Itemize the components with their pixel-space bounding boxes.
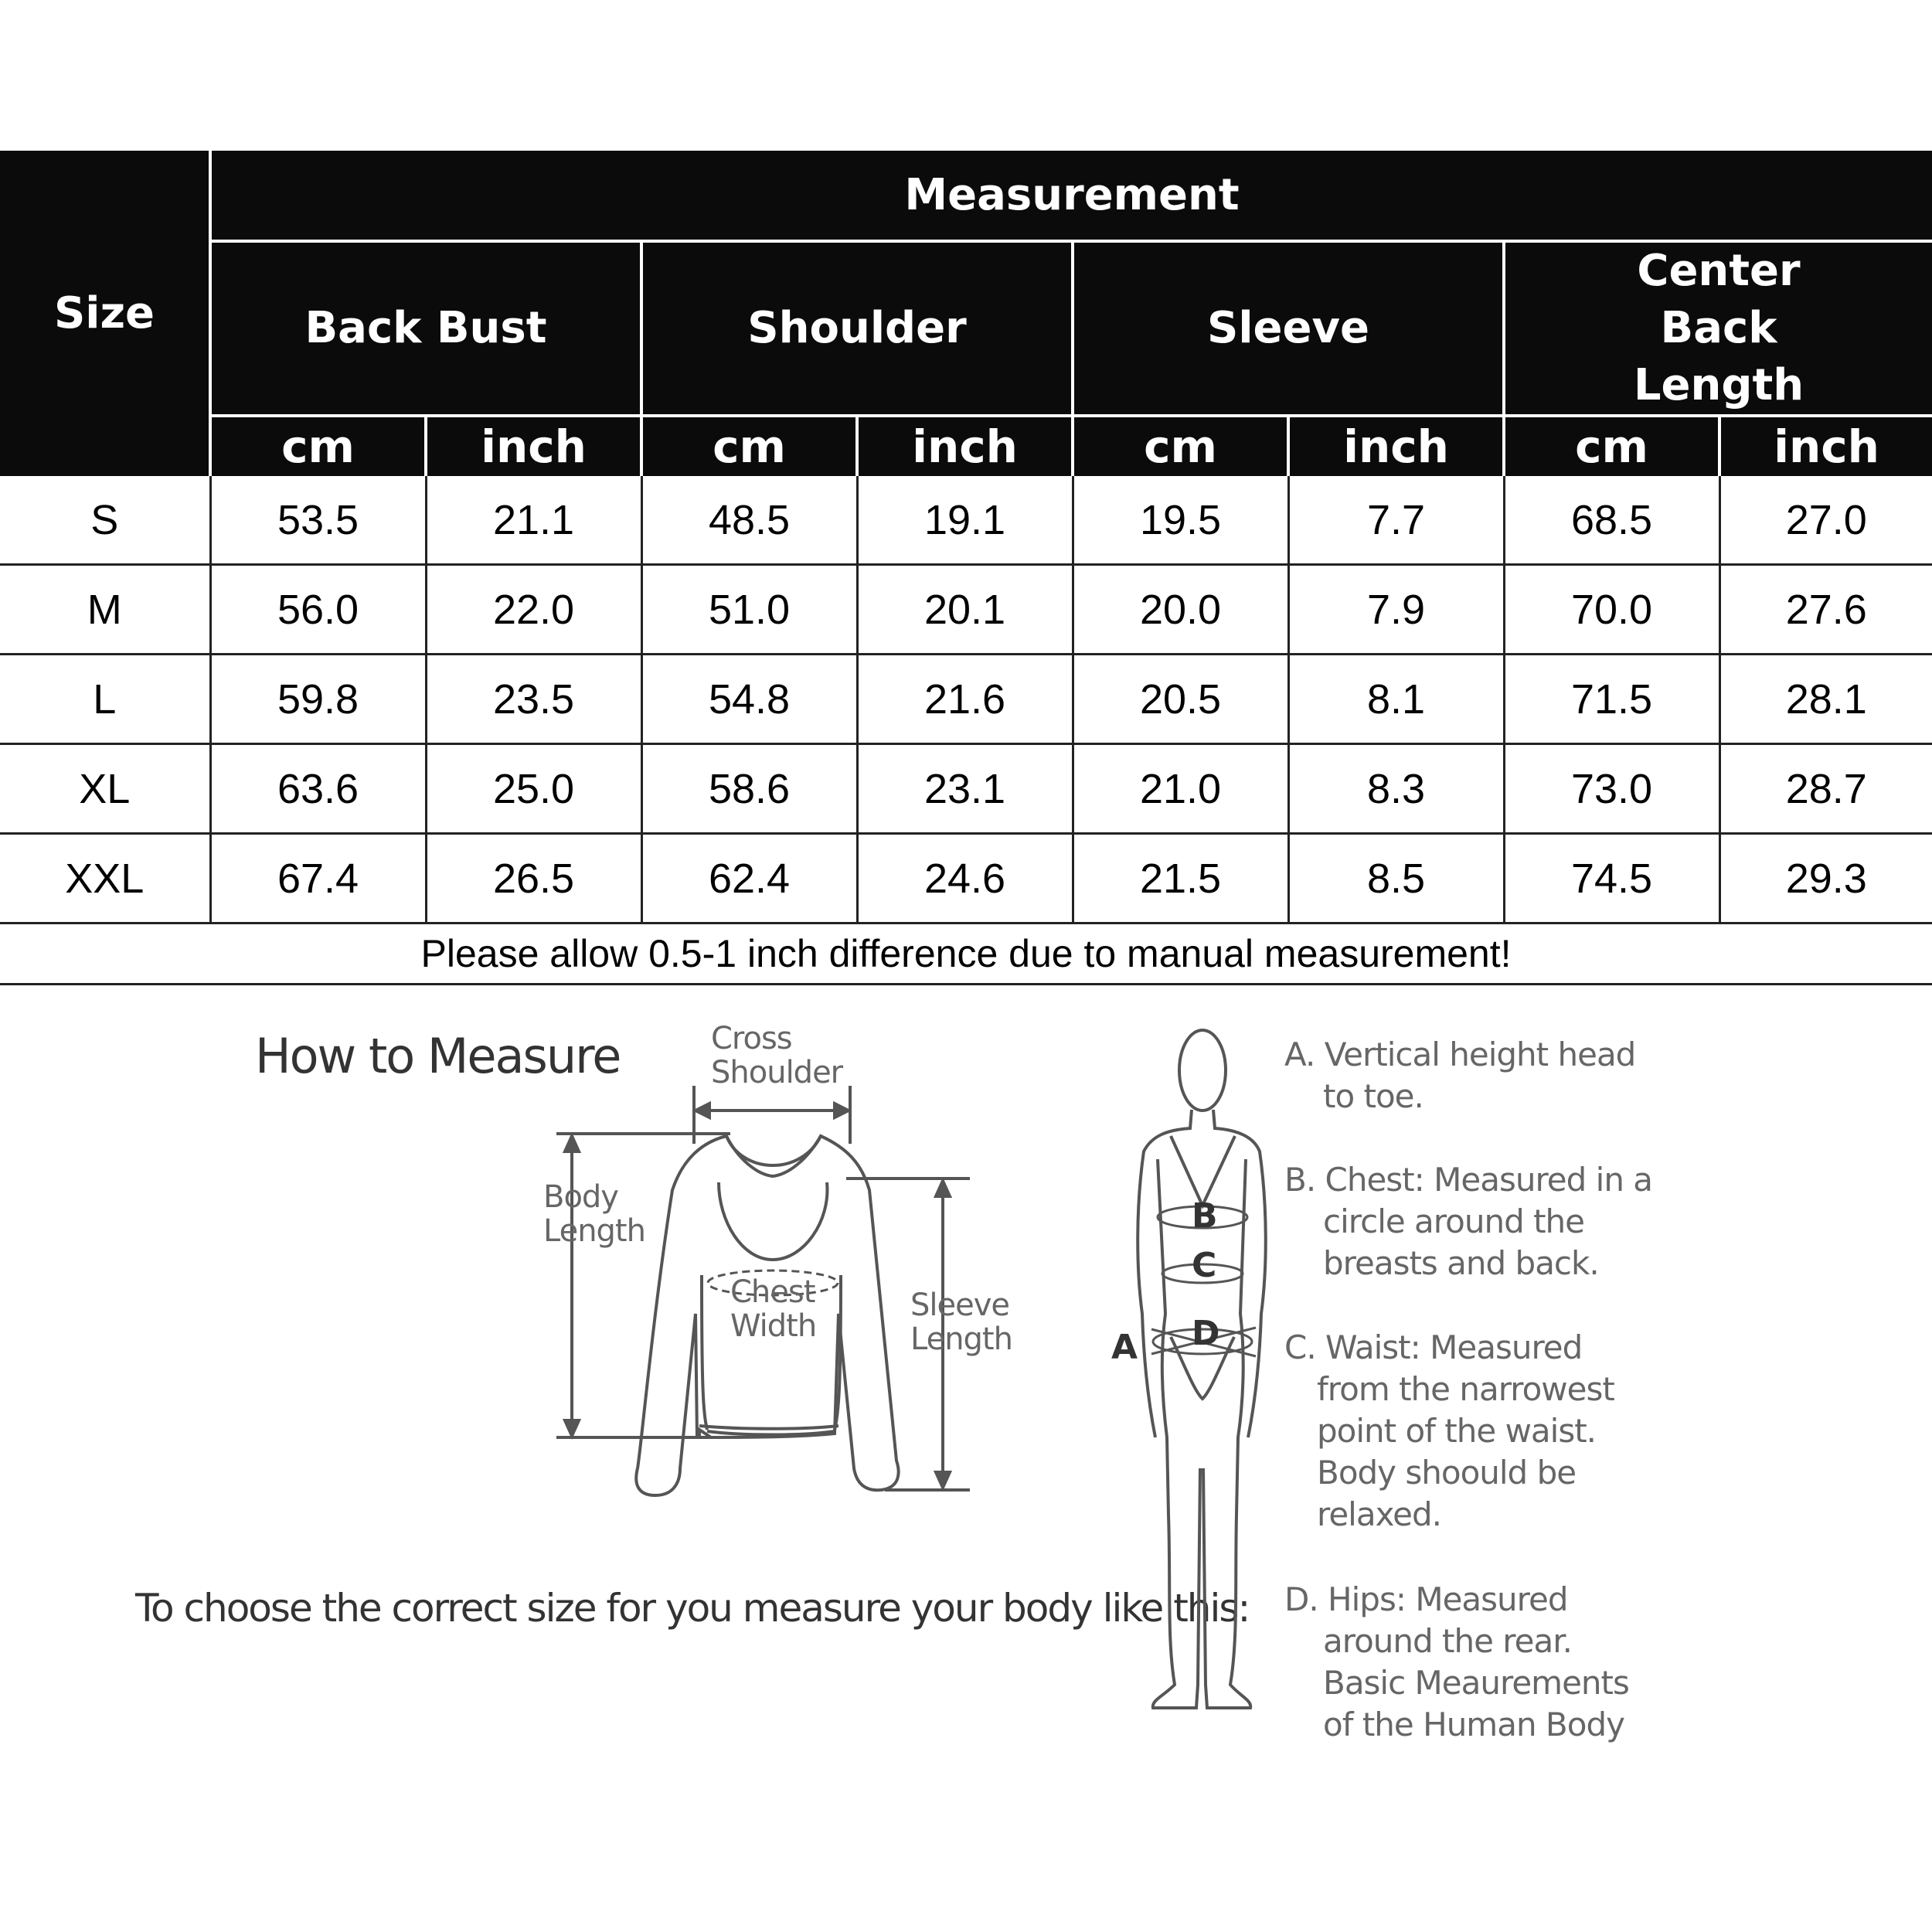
legend-c-line: from the narrowest <box>1317 1370 1614 1408</box>
legend-c-line: point of the waist. <box>1317 1412 1597 1450</box>
sleeve-length-label-line: Length <box>910 1321 1012 1357</box>
body-label-c: C <box>1192 1246 1217 1285</box>
body-label-b: B <box>1192 1196 1218 1236</box>
measurement-cell: 58.6 <box>641 744 857 834</box>
measurement-cell: 67.4 <box>210 834 426 923</box>
body-label-d: D <box>1192 1314 1220 1353</box>
measurement-cell: 19.1 <box>857 476 1073 565</box>
measurement-cell: 7.9 <box>1288 565 1504 655</box>
body-length-label <box>543 1180 645 1248</box>
legend-b <box>1284 1159 1652 1284</box>
choose-size-instruction: To choose the correct size for you measure your body like this: <box>135 1586 1250 1631</box>
legend-b-line: breasts and back. <box>1323 1244 1599 1282</box>
unit-header-inch: inch <box>1719 416 1932 476</box>
measurement-cell: 24.6 <box>857 834 1073 923</box>
measurement-cell: 27.6 <box>1719 565 1932 655</box>
body-length-label-line: Length <box>543 1213 645 1249</box>
measurement-cell: 22.0 <box>426 565 641 655</box>
size-column-header: Size <box>0 151 210 476</box>
measurement-cell: 59.8 <box>210 655 426 744</box>
size-cell: L <box>0 655 210 744</box>
cross-shoulder-label <box>711 1022 842 1090</box>
measurement-cell: 29.3 <box>1719 834 1932 923</box>
unit-header-cm: cm <box>1073 416 1288 476</box>
legend-d <box>1284 1579 1629 1746</box>
group-header-center-back-length-label: Center Back Length <box>1633 246 1804 410</box>
measurement-cell: 7.7 <box>1288 476 1504 565</box>
measurement-cell: 51.0 <box>641 565 857 655</box>
sleeve-length-label-line: Sleeve <box>910 1287 1010 1323</box>
measurement-cell: 8.3 <box>1288 744 1504 834</box>
measurement-cell: 19.5 <box>1073 476 1288 565</box>
measurement-cell: 56.0 <box>210 565 426 655</box>
legend-c <box>1284 1327 1614 1536</box>
measurement-cell: 8.1 <box>1288 655 1504 744</box>
group-header-shoulder: Shoulder <box>641 241 1073 416</box>
sleeve-length-label <box>910 1288 1012 1356</box>
unit-header-cm: cm <box>1504 416 1719 476</box>
legend-c-line: Body shoould be <box>1317 1454 1577 1492</box>
measurement-cell: 63.6 <box>210 744 426 834</box>
legend-b-line: B. Chest: Measured in a <box>1284 1161 1653 1199</box>
unit-header-inch: inch <box>1288 416 1504 476</box>
legend-c-line: C. Waist: Measured <box>1284 1328 1583 1366</box>
body-label-a: A <box>1111 1328 1138 1367</box>
legend-a <box>1284 1034 1635 1117</box>
how-to-measure-title: How to Measure <box>255 1028 621 1084</box>
measurement-cell: 20.5 <box>1073 655 1288 744</box>
measurement-cell: 21.1 <box>426 476 641 565</box>
legend-a-line: A. Vertical height head <box>1284 1036 1636 1073</box>
chest-width-label-line: Width <box>730 1308 817 1344</box>
measurement-cell: 27.0 <box>1719 476 1932 565</box>
measurement-cell: 25.0 <box>426 744 641 834</box>
size-cell: M <box>0 565 210 655</box>
legend-d-line: around the rear. <box>1323 1622 1572 1660</box>
measurement-cell: 26.5 <box>426 834 641 923</box>
measurement-cell: 23.5 <box>426 655 641 744</box>
unit-header-inch: inch <box>857 416 1073 476</box>
unit-header-cm: cm <box>210 416 426 476</box>
human-body-figure <box>1138 1030 1266 1708</box>
measurement-cell: 53.5 <box>210 476 426 565</box>
measurement-cell: 21.5 <box>1073 834 1288 923</box>
legend-a-line: to toe. <box>1323 1077 1423 1115</box>
measurement-cell: 23.1 <box>857 744 1073 834</box>
measurement-cell: 62.4 <box>641 834 857 923</box>
measurement-cell: 28.7 <box>1719 744 1932 834</box>
measurement-cell: 68.5 <box>1504 476 1719 565</box>
measurement-cell: 48.5 <box>641 476 857 565</box>
measurement-cell: 28.1 <box>1719 655 1932 744</box>
group-header-back-bust: Back Bust <box>210 241 641 416</box>
body-length-label-line: Body <box>543 1179 618 1215</box>
measurement-cell: 20.1 <box>857 565 1073 655</box>
legend-b-line: circle around the <box>1323 1202 1585 1240</box>
legend-d-line: D. Hips: Measured <box>1284 1580 1568 1618</box>
size-cell: S <box>0 476 210 565</box>
cross-shoulder-label-line: Cross <box>711 1021 792 1056</box>
unit-header-inch: inch <box>426 416 641 476</box>
chest-width-label-line: Chest <box>730 1274 815 1310</box>
measurement-cell: 74.5 <box>1504 834 1719 923</box>
measurement-cell: 20.0 <box>1073 565 1288 655</box>
group-header-sleeve: Sleeve <box>1073 241 1504 416</box>
measurement-header: Measurement <box>210 151 1932 241</box>
measurement-cell: 21.6 <box>857 655 1073 744</box>
measurement-note: Please allow 0.5-1 inch difference due to manual measurement! <box>0 923 1932 985</box>
measurement-cell: 21.0 <box>1073 744 1288 834</box>
measurement-cell: 8.5 <box>1288 834 1504 923</box>
unit-header-cm: cm <box>641 416 857 476</box>
measurement-cell: 71.5 <box>1504 655 1719 744</box>
chest-width-label <box>730 1275 816 1343</box>
legend-c-line: relaxed. <box>1317 1495 1442 1533</box>
measurement-cell: 54.8 <box>641 655 857 744</box>
legend-d-line: Basic Meaurements <box>1323 1664 1629 1702</box>
measurement-cell: 73.0 <box>1504 744 1719 834</box>
size-cell: XL <box>0 744 210 834</box>
measurement-cell: 70.0 <box>1504 565 1719 655</box>
legend-d-line: of the Human Body <box>1323 1706 1624 1743</box>
cross-shoulder-label-line: Shoulder <box>711 1055 843 1090</box>
size-cell: XXL <box>0 834 210 923</box>
